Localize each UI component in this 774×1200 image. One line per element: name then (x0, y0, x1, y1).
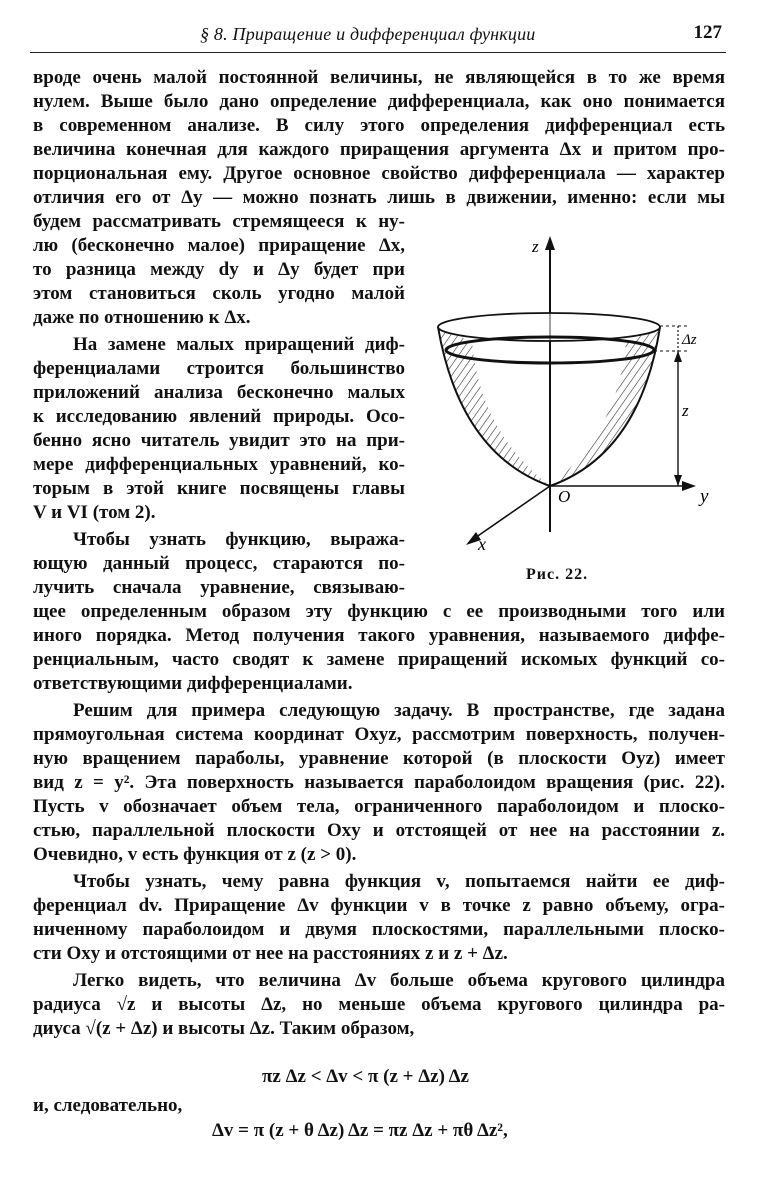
label-origin: O (558, 487, 571, 506)
text-line: Чтобы узнать, чему равна функция v, попытаемся найти ее диф- (73, 871, 725, 892)
text-line: радиуса √z и высоты Δz, но меньше объема кругового цилиндра ра- (33, 994, 725, 1015)
x-axis (472, 486, 550, 540)
text-line: лю (бесконечно малое) приращение Δx, (33, 235, 405, 256)
paraboloid-shade-left (438, 327, 550, 486)
text-line: Чтобы узнать функцию, выража- (73, 529, 405, 550)
text-line: к исследованию явлений природы. Осо- (33, 406, 405, 427)
text-line: стью, параллельной плоскости Oxy и отстоящей от нее на расстоянии z. (33, 820, 725, 841)
label-y-axis: y (700, 486, 709, 507)
z-axis-arrow (545, 236, 555, 250)
label-dz: Δz (682, 332, 697, 348)
text-line: ренциальным, часто сводят к замене приращений искомых функций со- (33, 649, 725, 670)
text-line: V и VI (том 2). (33, 502, 156, 523)
label-height: z (682, 401, 689, 420)
paraboloid-shade-right (550, 327, 660, 486)
text-line: мере дифференциальных уравнений, ко- (33, 454, 405, 475)
text-line: ющую данный процесс, стараются по- (33, 553, 405, 574)
text-line: нулем. Выше было дано определение дифференциала, как оно понимается (33, 91, 725, 112)
text-line: Решим для примера следующую задачу. В пространстве, где задана (73, 700, 725, 721)
text-line: щее определенным образом эту функцию с ее производными того или (33, 601, 725, 622)
text-line: приложений анализа бесконечно малых (33, 382, 405, 403)
text-line: прямоугольная система координат Oxyz, рассмотрим поверхность, получен- (33, 724, 725, 745)
page-number: 127 (693, 22, 722, 43)
text-line: бенно ясно читатель увидит это на при- (33, 430, 405, 451)
text-line: ференциалами строится большинство (33, 358, 405, 379)
y-axis-arrow (682, 481, 696, 491)
text-line: вид z = y². Эта поверхность называется параболоидом вращения (рис. 22). (33, 772, 725, 793)
text-line: торым в этой книге посвящены главы (33, 478, 405, 499)
text-line: то разница между dy и Δy будет при (33, 259, 405, 280)
text-line: отличия его от Δy — можно познать лишь в движении, именно: если мы (33, 187, 725, 208)
text-line: этом становиться сколь угодно малой (33, 283, 405, 304)
formula-increment: Δv = π (z + θ Δz) Δz = πz Δz + πθ Δz², (212, 1120, 508, 1141)
text-line: лучить сначала уравнение, связываю- (33, 577, 405, 598)
text-line: даже по отношению к Δx. (33, 307, 251, 328)
text-line: ференциал dv. Приращение Δv функции v в точке z равно объему, огра- (33, 895, 725, 916)
formula-inequality: πz Δz < Δv < π (z + Δz) Δz (262, 1066, 469, 1087)
text-line: На замене малых приращений диф- (73, 334, 405, 355)
label-x-axis: x (478, 534, 486, 554)
header-title: § 8. Приращение и дифференциал функции (200, 24, 536, 44)
text-line: и, следовательно, (33, 1095, 183, 1116)
text-line: ниченному параболоидом и двумя плоскостями, параллельными плоско- (33, 919, 725, 940)
text-line: ную вращением параболы, уравнение которой (в плоскости Oyz) имеет (33, 748, 725, 769)
running-header (30, 22, 726, 53)
text-line: Очевидно, v есть функция от z (z > 0). (33, 844, 357, 865)
label-z-axis: z (532, 237, 539, 256)
text-line: будем рассматривать стремящееся к ну- (33, 211, 405, 232)
text-line: в современном анализе. В силу этого определения дифференциал есть (33, 115, 725, 136)
text-line: ответствующими дифференциалами. (33, 673, 353, 694)
text-line: иного порядка. Метод получения такого уравнения, называемого диффе- (33, 625, 725, 646)
text-line: порциональная ему. Другое основное свойство дифференциала — характер (33, 163, 725, 184)
text-line: Пусть v обозначает объем тела, ограниченного параболоидом и плоско- (33, 796, 725, 817)
text-line: сти Oxy и отстоящими от нее на расстояниях z и z + Δz. (33, 943, 508, 964)
text-line: величина конечная для каждого приращения аргумента Δx и притом про- (33, 139, 725, 160)
text-line: диуса √(z + Δz) и высоты Δz. Таким образом, (33, 1018, 415, 1039)
text-line: вроде очень малой постоянной величины, не являющейся в то же время (33, 67, 725, 88)
figure-caption: Рис. 22. (526, 566, 589, 583)
paraboloid-figure (420, 232, 720, 562)
height-arrow-bottom (674, 475, 682, 486)
height-arrow-top (674, 351, 682, 362)
text-line: Легко видеть, что величина Δv больше объема кругового цилиндра (73, 970, 725, 991)
